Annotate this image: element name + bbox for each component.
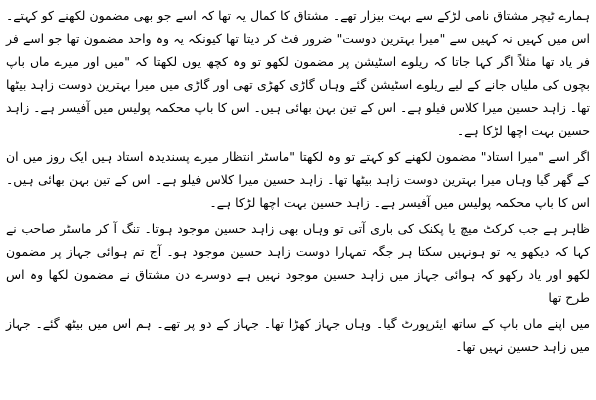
- paragraph-4: میں اپنے ماں باپ کے ساتھ ایئرپورٹ گیا۔ وہاں جہاز کھڑا تھا۔ جہاز کے دو پر تھے۔ ہم اس میں بیٹھ گئے۔ جہاز میں زاہد حسین نہیں تھا۔: [6, 316, 590, 354]
- paragraph-3: ظاہر ہے جب کرکٹ میچ یا پکنک کی باری آتی تو وہاں بھی زاہد حسین موجود ہوتا۔ تنگ آ کر ماسٹر صاحب نے کہا کہ دیکھو یہ تو ہونہیں سکتا ہر جگہ تمہارا دوست زاہد حسین موجود ہو۔ آج تم ہوائی جہاز پر مضمون لکھو اور یاد رکھو کہ ہوائی جہاز میں زاہد حسین موجود نہیں ہے دوسرے دن مشتاق نے مضمون لکھا وہ اس طرح تھا: [6, 221, 590, 305]
- paragraph-1: ہمارے ٹیچر مشتاق نامی لڑکے سے بہت بیزار تھے۔ مشتاق کا کمال یہ تھا کہ اسے جو بھی مضمون لکھنے کو کہتے۔ اس میں کہیں نہ کہیں سے "میرا بہترین دوست" ضرور فٹ کر دیتا تھا کیونکہ یہ وہ واحد مضمون تھا جو اسے فر فر یاد تھا مثلاً اگر کہا جاتا کہ ریلوے اسٹیشن پر مضمون لکھو تو وہ کچھ یوں لکھتا کہ "میں اور میرے ماں باپ بچوں کی ملیاں جانے کے لیے ریلوے اسٹیشن گئے وہاں گاڑی کھڑی تھی اور گاڑی میں میرا بہترین دوست زاہد بیٹھا تھا۔ زاہد حسین میرا کلاس فیلو ہے۔ اس کے تین بہن بھائی ہیں۔ اس کا باپ محکمہ پولیس میں آفیسر ہے۔ زاہد حسین بہت اچھا لڑکا ہے۔: [6, 8, 590, 138]
- paragraph-2: اگر اسے "میرا استاد" مضمون لکھنے کو کہتے تو وہ لکھتا "ماسٹر انتظار میرے پسندیدہ استاد ہیں ایک روز میں ان کے گھر گیا وہاں میرا بہترین دوست زاہد بیٹھا تھا۔ زاہد حسین میرا کلاس فیلو ہے۔ اس کے تین بہن بھائی ہیں۔ اس کا باپ محکمہ پولیس میں آفیسر ہے۔ زاہد حسین بہت اچھا لڑکا ہے۔: [6, 149, 590, 210]
